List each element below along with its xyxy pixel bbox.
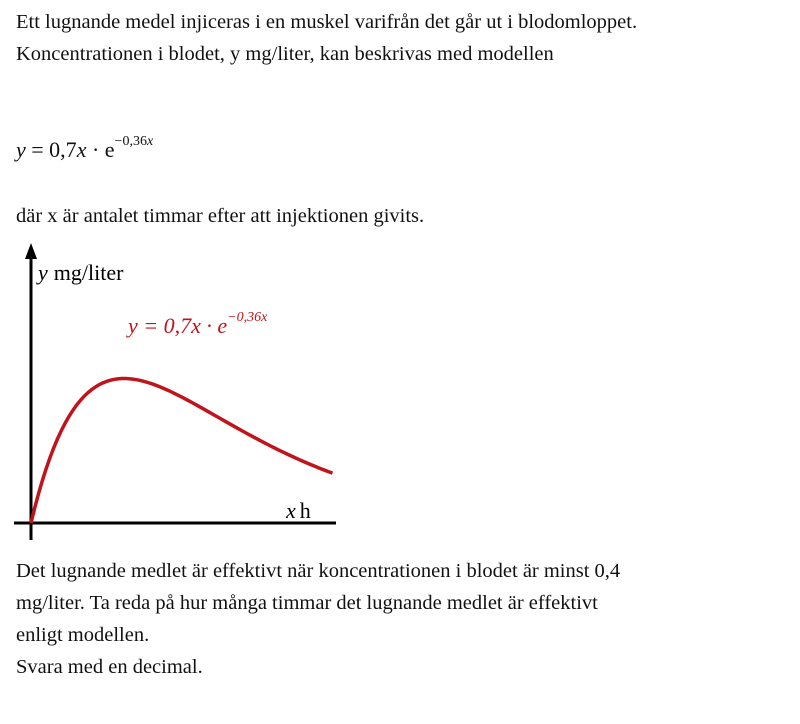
formula-equals-coefficient: = 0,7: [25, 137, 77, 162]
definition-paragraph: där x är antalet timmar efter att injektionen givits.: [16, 205, 425, 227]
curve-label-exponent: −0,36x: [227, 310, 268, 325]
y-axis-arrow: [25, 243, 37, 259]
curve-label-text: y = 0,7x · e: [128, 313, 228, 338]
x-axis-label-unit: h: [299, 498, 311, 523]
formula-exponent-coefficient: −0,36: [114, 134, 147, 149]
concentration-graph: [0, 235, 360, 555]
formula-lhs: y: [16, 137, 26, 162]
curve-label: [126, 310, 268, 338]
question-paragraph: [16, 555, 776, 683]
formula-variable: x: [76, 137, 87, 162]
formula-exponent: [115, 134, 154, 149]
question-line-4: Svara med en decimal.: [16, 656, 203, 678]
question-line-2: mg/liter. Ta reda på hur många timmar det lugnande medlet är effektivt: [16, 592, 598, 614]
y-axis-label-var: y: [38, 260, 48, 285]
x-axis-label: [285, 498, 311, 523]
model-formula: [16, 134, 776, 170]
formula-exp-base: · e: [86, 137, 115, 162]
question-line-1: Det lugnande medlet är effektivt när koncentrationen i blodet är minst 0,4: [16, 560, 621, 582]
y-axis-label: [36, 260, 124, 285]
formula-exponent-variable: x: [146, 134, 154, 149]
x-axis-label-var: x: [286, 498, 296, 523]
y-axis-label-unit: mg/liter: [53, 260, 124, 285]
intro-paragraph: Ett lugnande medel injiceras i en muskel varifrån det går ut i blodomloppet. Koncentrationen i blodet, y mg/liter, kan beskrivas med modellen: [16, 11, 638, 65]
question-line-3: enligt modellen.: [16, 624, 150, 646]
